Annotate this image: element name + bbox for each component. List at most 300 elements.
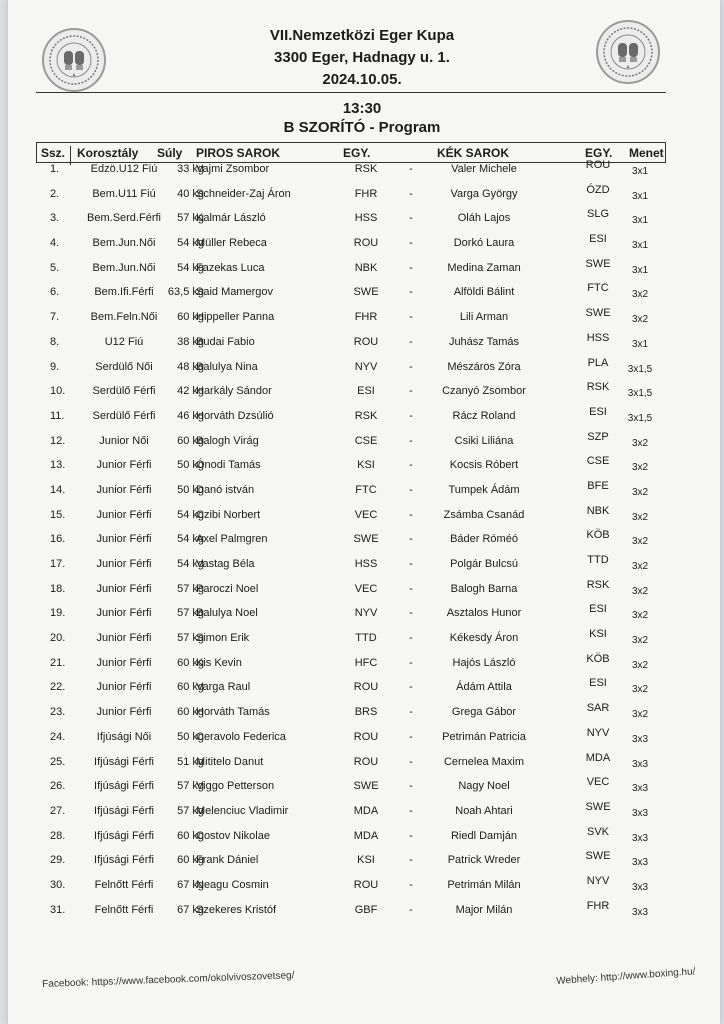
age-category: U12 Fiú	[104, 335, 144, 348]
table-row	[36, 652, 666, 682]
col-piros-sarok: PIROS SAROK	[196, 146, 281, 160]
blue-corner-club: HSS	[586, 331, 610, 344]
bout-number: 15.	[50, 508, 66, 521]
red-corner-club: ROU	[353, 237, 379, 250]
age-category: Junior Férfi	[96, 508, 152, 521]
weight-class: 54 kg	[177, 558, 204, 570]
bout-number: 9.	[50, 360, 60, 373]
red-corner-club: NBK	[354, 261, 378, 274]
bout-number: 22.	[50, 681, 66, 694]
rounds: 3x1	[631, 166, 649, 177]
blue-corner-boxer: Patrick Wreder	[447, 854, 521, 867]
blue-corner-club: RSK	[586, 381, 610, 394]
age-category: Ifjúsági Férfi	[94, 854, 154, 867]
versus-dash: -	[409, 385, 413, 398]
red-corner-club: ROU	[353, 755, 379, 768]
versus-dash: -	[409, 582, 413, 595]
age-category: Junior Férfi	[96, 558, 152, 570]
table-row	[36, 356, 666, 386]
age-category: Ifjúsági Férfi	[94, 755, 154, 768]
red-corner-boxer: Melenciuc Vladimir	[196, 804, 289, 817]
table-row	[36, 381, 666, 410]
versus-dash: -	[409, 780, 413, 793]
blue-corner-boxer: Balogh Barna	[450, 582, 518, 595]
table-row	[36, 282, 666, 311]
blue-corner-club: TTD	[587, 554, 609, 566]
blue-corner-club: SWE	[585, 850, 611, 863]
bout-number: 24.	[50, 730, 66, 743]
red-corner-club: ESI	[357, 385, 375, 398]
versus-dash: -	[409, 656, 413, 669]
blue-corner-club: KÖB	[586, 529, 610, 542]
weight-class: 57 kg	[177, 582, 204, 595]
red-corner-club: NYV	[354, 360, 378, 373]
rounds: 3x3	[631, 733, 649, 745]
versus-dash: -	[409, 409, 413, 422]
blue-corner-club: SWE	[585, 257, 611, 270]
weight-class: 50 kg	[177, 730, 204, 743]
blue-corner-boxer: Czanyó Zsombor	[442, 385, 526, 398]
red-corner-boxer: Paroczi Noel	[196, 582, 259, 595]
red-corner-club: HFC	[354, 656, 378, 669]
red-corner-boxer: Schneider-Zaj Áron	[196, 187, 291, 200]
table-row	[36, 554, 666, 583]
col-menet: Menet	[629, 146, 664, 160]
versus-dash: -	[409, 706, 413, 719]
bout-number: 27.	[50, 804, 66, 817]
red-corner-boxer: Frank Dániel	[196, 854, 259, 867]
rounds: 3x1,5	[627, 363, 653, 375]
table-row	[36, 628, 666, 657]
age-category: Junior Férfi	[96, 483, 152, 496]
versus-dash: -	[409, 360, 413, 373]
rounds: 3x2	[631, 437, 649, 449]
age-category: Bem.Jun.Női	[92, 237, 156, 250]
versus-dash: -	[409, 163, 413, 175]
age-category: Ifjúsági Férfi	[94, 804, 154, 817]
red-corner-club: CSE	[354, 434, 378, 447]
blue-corner-club: FTC	[587, 282, 609, 295]
red-corner-club: RSK	[354, 409, 378, 422]
rounds: 3x2	[631, 635, 649, 647]
age-category: Bem.Serd.Férfi	[87, 212, 161, 225]
table-row	[36, 800, 666, 830]
blue-corner-boxer: Oláh Lajos	[457, 212, 511, 225]
blue-corner-boxer: Grega Gábor	[451, 706, 517, 719]
table-row	[36, 702, 666, 731]
red-corner-club: TTD	[355, 632, 377, 645]
red-corner-boxer: Simon Erik	[196, 632, 250, 645]
weight-class: 50 kg	[177, 483, 204, 496]
age-category: Bem.U11 Fiú	[92, 187, 156, 200]
weight-class: 60 kg	[177, 434, 204, 447]
weight-class: 60 kg	[177, 311, 204, 324]
red-corner-club: ROU	[353, 681, 379, 694]
blue-corner-club: NYV	[586, 726, 610, 739]
versus-dash: -	[409, 483, 413, 496]
age-category: Junior Férfi	[96, 582, 152, 595]
bout-number: 28.	[50, 829, 66, 842]
versus-dash: -	[409, 237, 413, 250]
rounds: 3x2	[631, 462, 649, 474]
weight-class: 48 kg	[177, 360, 204, 373]
blue-corner-boxer: Noah Ahtari	[455, 804, 513, 817]
red-corner-boxer: Balulya Nina	[196, 360, 258, 373]
versus-dash: -	[409, 286, 413, 299]
blue-corner-boxer: Mészáros Zóra	[447, 360, 521, 373]
red-corner-club: FTC	[355, 483, 377, 496]
rounds: 3x1	[631, 338, 649, 350]
rounds: 3x2	[631, 289, 649, 301]
bout-number: 26.	[50, 780, 66, 793]
red-corner-boxer: Said Mamergov	[196, 286, 274, 299]
col-egy-blue: EGY.	[585, 146, 613, 160]
rounds: 3x1	[631, 264, 649, 276]
blue-corner-boxer: Valer Michele	[451, 163, 517, 175]
blue-corner-club: NBK	[586, 504, 610, 517]
bout-number: 17.	[50, 558, 66, 570]
red-corner-club: MDA	[353, 804, 379, 817]
blue-corner-boxer: Hajós László	[452, 656, 516, 669]
blue-corner-boxer: Zsámba Csanád	[443, 508, 525, 521]
table-row	[36, 159, 666, 188]
blue-corner-club: ÓZD	[586, 183, 610, 196]
versus-dash: -	[409, 755, 413, 768]
rounds: 3x2	[631, 561, 649, 572]
header-divider	[36, 92, 666, 93]
weight-class: 57 kg	[177, 780, 204, 793]
event-address: 3300 Eger, Hadnagy u. 1.	[274, 49, 450, 66]
blue-corner-boxer: Cernelea Maxim	[443, 755, 525, 768]
blue-corner-boxer: Lili Arman	[459, 311, 509, 324]
bout-number: 1.	[50, 163, 60, 175]
red-corner-boxer: Mititelo Danut	[196, 755, 264, 768]
versus-dash: -	[409, 311, 413, 324]
red-corner-club: BRS	[354, 706, 378, 719]
table-row	[36, 307, 666, 336]
weight-class: 57 kg	[177, 607, 204, 620]
rounds: 3x2	[631, 709, 649, 721]
age-category: Ifjúsági Férfi	[94, 829, 154, 842]
red-corner-club: HSS	[354, 558, 378, 570]
versus-dash: -	[409, 558, 413, 570]
bout-number: 4.	[50, 237, 60, 250]
bout-number: 5.	[50, 261, 60, 274]
age-category: Junior Női	[99, 434, 149, 447]
event-date: 2024.10.05.	[322, 71, 402, 88]
red-corner-club: HSS	[354, 212, 378, 225]
rounds: 3x2	[631, 314, 649, 326]
red-corner-boxer: Harkály Sándor	[196, 385, 272, 398]
red-corner-boxer: Czibi Norbert	[196, 508, 261, 521]
red-corner-club: VEC	[354, 508, 378, 521]
event-title: VII.Nemzetközi Eger Kupa	[269, 27, 455, 44]
blue-corner-club: NYV	[586, 874, 610, 887]
red-corner-boxer: Vajmi Zsombor	[196, 163, 270, 175]
rounds: 3x3	[631, 807, 649, 819]
blue-corner-boxer: Petrimán Patricia	[442, 730, 526, 743]
blue-corner-boxer: Kocsis Róbert	[449, 459, 519, 472]
bout-number: 31.	[50, 903, 66, 916]
bout-number: 8.	[50, 335, 60, 348]
footer-website: Webhely: http://www.boxing.hu/	[556, 966, 696, 987]
red-corner-boxer: Horváth Dzsúlió	[196, 409, 274, 422]
footer-facebook: Facebook: https://www.facebook.com/okolvivoszovetseg/	[42, 970, 295, 990]
age-category: Felnőtt Férfi	[94, 903, 154, 916]
age-category: Junior Férfi	[96, 607, 152, 620]
table-row	[36, 504, 666, 534]
weight-class: 60 kg	[177, 656, 204, 669]
blue-corner-boxer: Major Milán	[455, 903, 513, 916]
red-corner-club: MDA	[353, 829, 379, 842]
weight-class: 46 kg	[177, 409, 204, 422]
blue-corner-club: ROU	[585, 159, 611, 171]
age-category: Junior Férfi	[96, 681, 152, 694]
table-row	[36, 874, 666, 904]
red-corner-boxer: Balulya Noel	[196, 607, 258, 620]
weight-class: 67 kg	[177, 903, 204, 916]
blue-corner-boxer: Varga György	[450, 187, 518, 200]
blue-corner-club: RSK	[586, 578, 610, 591]
table-row	[36, 776, 666, 805]
blue-corner-boxer: Alföldi Bálint	[453, 286, 515, 299]
red-corner-boxer: Neagu Cosmin	[196, 878, 269, 891]
bout-number: 7.	[50, 311, 60, 324]
age-category: Serdülő Férfi	[92, 409, 156, 422]
weight-class: 60 kg	[177, 681, 204, 694]
red-corner-club: VEC	[354, 582, 378, 595]
red-corner-boxer: Szekeres Kristóf	[196, 903, 277, 916]
blue-corner-club: SAR	[586, 702, 610, 715]
age-category: Junior Férfi	[96, 706, 152, 719]
table-row	[36, 479, 666, 509]
bout-number: 23.	[50, 706, 66, 719]
weight-class: 54 kg	[177, 261, 204, 274]
rounds: 3x1,5	[627, 412, 653, 424]
bout-number: 12.	[50, 434, 66, 447]
rounds: 3x1	[631, 190, 649, 202]
blue-corner-club: SWE	[585, 800, 611, 813]
table-row	[36, 208, 666, 237]
red-corner-boxer: Ónodi Tamás	[196, 459, 261, 472]
col-egy-red: EGY.	[343, 146, 371, 160]
versus-dash: -	[409, 212, 413, 225]
blue-corner-boxer: Nagy Noel	[458, 780, 510, 793]
red-corner-club: ROU	[353, 878, 379, 891]
versus-dash: -	[409, 829, 413, 842]
weight-class: 60 kg	[177, 706, 204, 719]
versus-dash: -	[409, 730, 413, 743]
age-category: Ifjúsági Férfi	[94, 780, 154, 793]
blue-corner-club: SWE	[585, 307, 611, 320]
red-corner-boxer: Horváth Tamás	[196, 706, 270, 719]
bout-number: 14.	[50, 483, 66, 496]
red-corner-club: ROU	[353, 335, 379, 348]
age-category: Junior Férfi	[96, 459, 152, 472]
table-row	[36, 850, 666, 879]
versus-dash: -	[409, 681, 413, 694]
program-title: B SZORÍTÓ - Program	[283, 119, 441, 136]
table-row	[36, 455, 666, 484]
versus-dash: -	[409, 434, 413, 447]
col-korosztaly: Korosztály	[77, 146, 139, 160]
blue-corner-club: SLG	[586, 208, 609, 221]
red-corner-boxer: Fazekas Luca	[196, 261, 265, 274]
blue-corner-club: FHR	[586, 899, 610, 912]
rounds: 3x3	[631, 857, 649, 869]
red-corner-club: SWE	[353, 286, 379, 299]
rounds: 3x2	[631, 511, 649, 523]
bout-number: 30.	[50, 878, 66, 891]
weight-class: 60 kg	[177, 854, 204, 867]
table-row	[36, 405, 666, 435]
red-corner-boxer: Vastag Béla	[196, 558, 255, 570]
red-corner-club: GBF	[354, 903, 378, 916]
rounds: 3x1	[631, 215, 649, 227]
bout-number: 6.	[50, 286, 60, 299]
red-corner-boxer: Hippeller Panna	[196, 311, 275, 324]
bout-number: 2.	[50, 187, 60, 200]
table-row	[36, 257, 666, 287]
table-header	[36, 142, 666, 163]
table-row	[36, 825, 666, 855]
bout-number: 29.	[50, 854, 66, 867]
blue-corner-boxer: Petrimán Milán	[447, 878, 521, 891]
table-row	[36, 726, 666, 756]
versus-dash: -	[409, 261, 413, 274]
blue-corner-club: ESI	[589, 677, 607, 690]
table-row	[36, 331, 666, 361]
red-corner-club: NYV	[354, 607, 378, 620]
blue-corner-boxer: Asztalos Hunor	[446, 607, 522, 620]
versus-dash: -	[409, 632, 413, 645]
age-category: Bem.Jun.Női	[92, 261, 156, 274]
table-row	[36, 233, 666, 262]
red-corner-boxer: Müller Rebeca	[196, 237, 267, 250]
weight-class: 50 kg	[177, 459, 204, 472]
age-category: Serdülő Férfi	[92, 385, 156, 398]
table-row	[36, 529, 666, 558]
weight-class: 63,5 kg	[167, 286, 204, 299]
red-corner-boxer: Costov Nikolae	[196, 829, 270, 842]
table-body	[36, 159, 666, 928]
col-suly: Súly	[157, 146, 183, 160]
weight-class: 42 kg	[177, 385, 204, 398]
red-corner-club: FHR	[354, 311, 378, 324]
age-category: Bem.Ifi.Férfi	[94, 286, 154, 299]
red-corner-club: KSI	[357, 854, 375, 867]
red-corner-boxer: Danó istván	[196, 483, 255, 496]
bout-number: 3.	[50, 212, 60, 225]
program-time: 13:30	[342, 100, 382, 117]
blue-corner-boxer: Tumpek Ádám	[448, 483, 520, 496]
versus-dash: -	[409, 903, 413, 916]
versus-dash: -	[409, 878, 413, 891]
versus-dash: -	[409, 459, 413, 472]
col-kek-sarok: KÉK SAROK	[437, 146, 510, 160]
age-category: Felnőtt Férfi	[94, 878, 154, 891]
col-ssz: Ssz.	[41, 146, 66, 160]
versus-dash: -	[409, 187, 413, 200]
rounds: 3x3	[631, 906, 649, 918]
weight-class: 57 kg	[177, 632, 204, 645]
rounds: 3x2	[631, 536, 649, 548]
weight-class: 54 kg	[177, 237, 204, 250]
age-category: Junior Férfi	[96, 533, 152, 546]
blue-corner-club: ESI	[589, 405, 607, 418]
weight-class: 57 kg	[177, 212, 204, 225]
bout-number: 11.	[50, 409, 65, 422]
bout-number: 16.	[50, 533, 66, 546]
age-category: Ifjúsági Női	[96, 730, 152, 743]
blue-corner-club: ESI	[589, 603, 607, 616]
age-category: Bem.Feln.Női	[90, 311, 158, 324]
versus-dash: -	[409, 854, 413, 867]
table-row	[36, 578, 666, 608]
blue-corner-boxer: Medina Zaman	[447, 261, 521, 274]
red-corner-boxer: Kalmár László	[196, 212, 266, 225]
blue-corner-club: BFE	[587, 479, 609, 492]
weight-class: 54 kg	[177, 533, 204, 546]
bout-number: 10.	[50, 385, 66, 398]
age-category: Junior Férfi	[96, 656, 152, 669]
weight-class: 54 kg	[177, 508, 204, 521]
rounds: 3x3	[631, 832, 649, 844]
table-row	[36, 677, 666, 706]
rounds: 3x2	[631, 486, 649, 498]
table-row	[36, 183, 666, 213]
rounds: 3x2	[631, 585, 649, 597]
bout-table	[36, 142, 666, 928]
blue-corner-boxer: Báder Róméó	[450, 533, 518, 546]
blue-corner-club: ESI	[589, 233, 607, 246]
blue-corner-boxer: Riedl Damján	[450, 829, 518, 842]
blue-corner-boxer: Rácz Roland	[452, 409, 516, 422]
versus-dash: -	[409, 335, 413, 348]
rounds: 3x3	[631, 758, 649, 770]
blue-corner-club: CSE	[586, 455, 610, 468]
red-corner-boxer: Axel Palmgren	[196, 533, 268, 546]
red-corner-club: FHR	[354, 187, 378, 200]
weight-class: 38 kg	[177, 335, 204, 348]
bout-number: 19.	[50, 607, 66, 620]
blue-corner-club: KSI	[589, 628, 607, 641]
age-category: Edzö.U12 Fiú	[90, 163, 158, 175]
versus-dash: -	[409, 508, 413, 521]
weight-class: 33 kg	[177, 163, 204, 175]
blue-corner-boxer: Kékesdy Áron	[449, 632, 519, 645]
red-corner-boxer: Balogh Virág	[196, 434, 259, 447]
blue-corner-club: VEC	[586, 776, 610, 789]
blue-corner-boxer: Polgár Bulcsú	[450, 558, 518, 570]
bout-number: 21.	[50, 656, 66, 669]
blue-corner-club: KÖB	[586, 652, 610, 665]
blue-corner-club: PLA	[587, 356, 609, 369]
age-category: Junior Férfi	[96, 632, 152, 645]
blue-corner-boxer: Ádám Attila	[456, 681, 512, 694]
bout-number: 20.	[50, 632, 66, 645]
table-row	[36, 751, 666, 781]
blue-corner-club: MDA	[585, 751, 611, 764]
weight-class: 57 kg	[177, 804, 204, 817]
red-corner-boxer: Ceravolo Federica	[196, 730, 286, 743]
weight-class: 67 kg	[177, 878, 204, 891]
versus-dash: -	[409, 804, 413, 817]
rounds: 3x2	[631, 610, 649, 622]
table-row	[36, 430, 666, 460]
red-corner-club: SWE	[353, 780, 379, 793]
blue-corner-boxer: Dorkó Laura	[453, 237, 515, 250]
